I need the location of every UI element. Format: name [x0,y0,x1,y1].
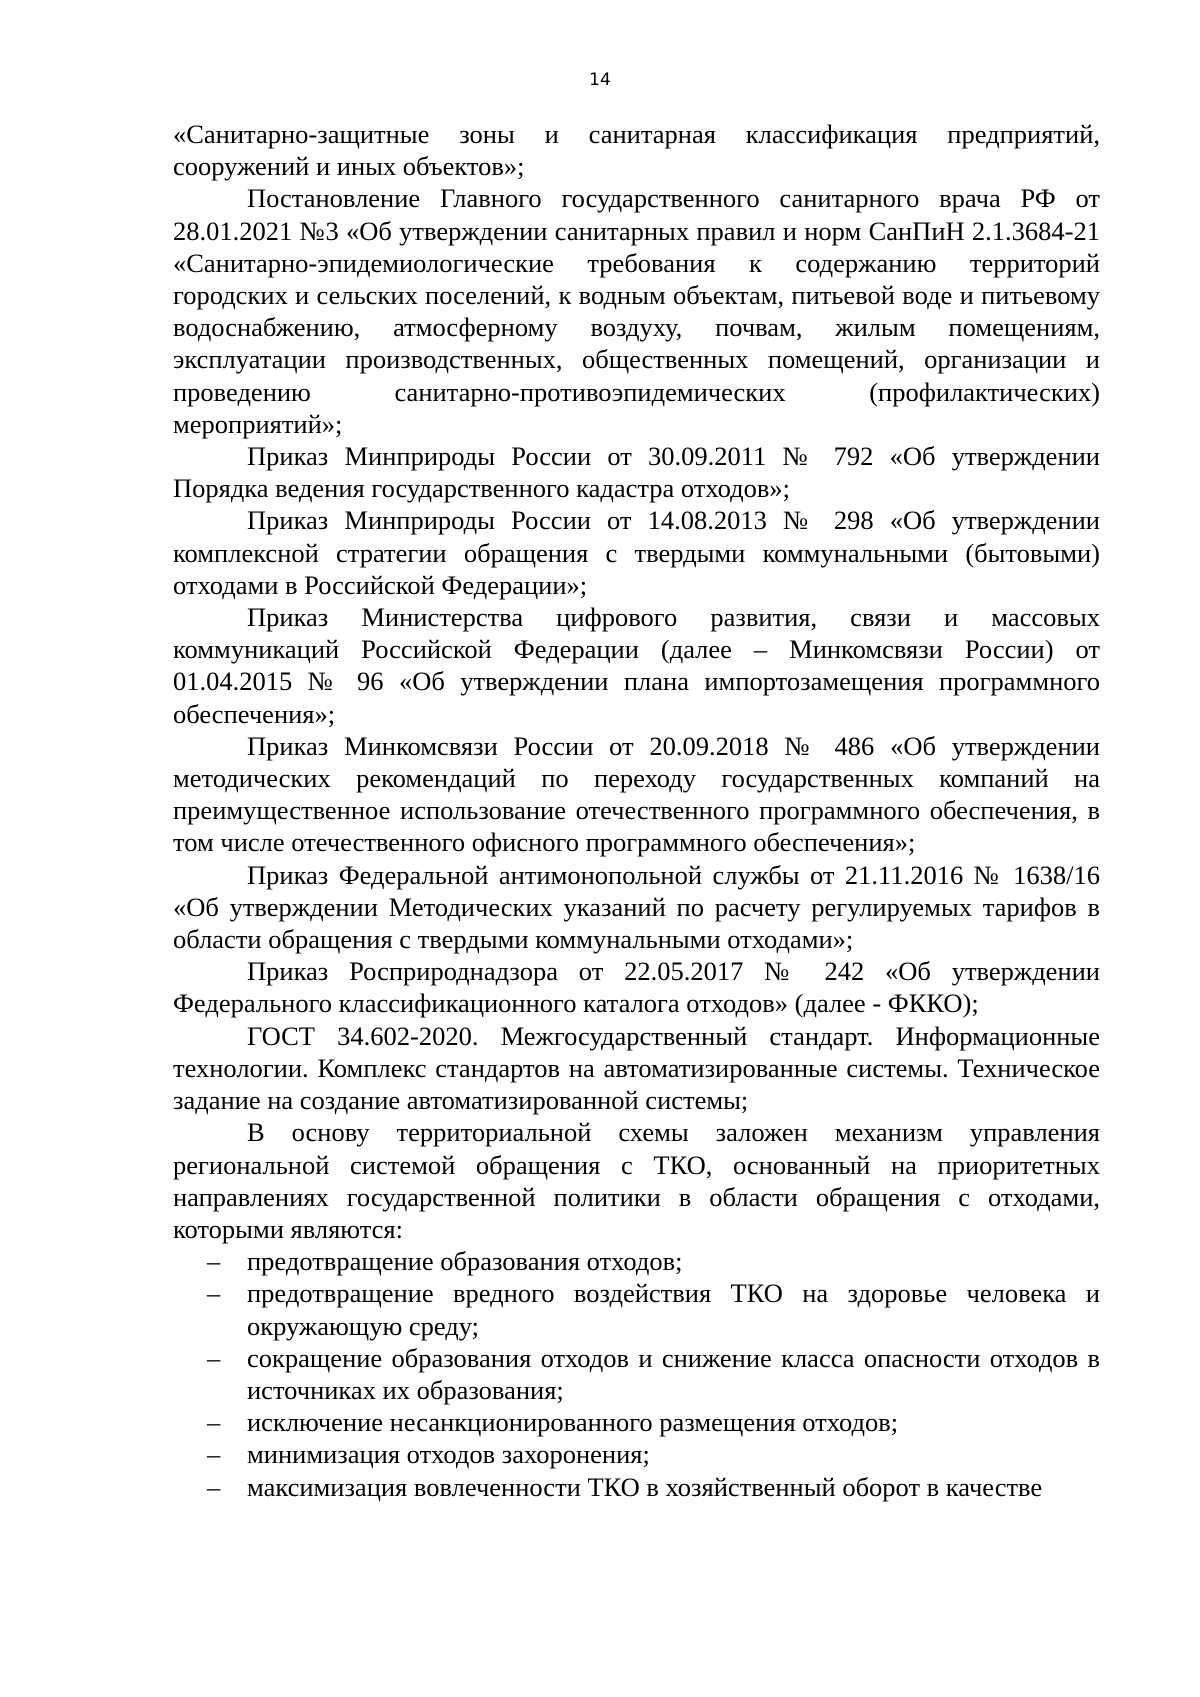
paragraph: Приказ Минприроды России от 30.09.2011 № 792 «Об утверждении Порядка ведения государственного кадастра отходов»; [173,441,1100,504]
paragraph: Приказ Министерства цифрового развития, связи и массовых коммуникаций Российской Федерации (далее – Минкомсвязи России) от 01.04.2015 № 96 «Об утверждении плана импортозамещения программного обеспечения»; [173,602,1100,729]
paragraph: «Санитарно-защитные зоны и санитарная классификация предприятий, сооружений и иных объектов»; [173,119,1100,182]
paragraph: В основу территориальной схемы заложен механизм управления региональной системой обращения с ТКО, основанный на приоритетных направлениях государственной политики в области обращения с отходами, которыми являются: [173,1117,1100,1244]
paragraph: Приказ Минкомсвязи России от 20.09.2018 № 486 «Об утверждении методических рекомендаций по переходу государственных компаний на преимущественное использование отечественного программного обеспечения, в том числе отечественного офисного программного обеспечения»; [173,730,1100,858]
priority-list [173,1245,1100,1503]
list-item-text: предотвращение вредного воздействия ТКО на здоровье человека и окружающую среду; [247,1278,1100,1341]
paragraph: Постановление Главного государственного санитарного врача РФ от 28.01.2021 №3 «Об утверждении санитарных правил и норм СанПиН 2.1.3684-21 «Санитарно-эпидемиологические требования к содержанию территорий городских и сельских поселений, к водным объектам, питьевой воде и питьевому водоснабжению, атмосферному воздуху, почвам, жилым помещениям, эксплуатации производственных, общественных помещений, организации и проведению санитарно-противоэпидемических (профилактических) мероприятий»; [173,183,1100,439]
paragraph: ГОСТ 34.602-2020. Межгосударственный стандарт. Информационные технологии. Комплекс стандартов на автоматизированные системы. Техническое задание на создание автоматизированной системы; [173,1020,1100,1116]
list-item-text: минимизация отходов захоронения; [247,1439,650,1470]
page-body [173,118,1100,1503]
list-dash: – [207,1342,221,1373]
list-dash: – [207,1278,221,1309]
list-item-text: максимизация вовлеченности ТКО в хозяйственный оборот в качестве [247,1471,1043,1502]
list-dash: – [207,1471,221,1502]
list-item-text: исключение несанкционированного размещения отходов; [247,1407,899,1438]
list-item [173,1342,1100,1406]
page-number: 14 [589,70,611,90]
list-item-text: сокращение образования отходов и снижение класса опасности отходов в источниках их образования; [247,1342,1100,1405]
list-dash: – [207,1407,221,1438]
list-dash: – [207,1439,221,1470]
paragraph: Приказ Федеральной антимонопольной службы от 21.11.2016 № 1638/16 «Об утверждении Методических указаний по расчету регулируемых тарифов в области обращения с твердыми коммунальными отходами»; [173,859,1100,955]
list-item [173,1438,1100,1470]
list-dash: – [207,1246,221,1277]
paragraph: Приказ Росприроднадзора от 22.05.2017 № 242 «Об утверждении Федерального классификационного каталога отходов» (далее - ФККО); [173,956,1100,1019]
paragraph: Приказ Минприроды России от 14.08.2013 № 298 «Об утверждении комплексной стратегии обращения с твердыми коммунальными (бытовыми) отходами в Российской Федерации»; [173,505,1100,600]
list-item [173,1471,1100,1503]
list-item [173,1406,1100,1438]
list-item-text: предотвращение образования отходов; [247,1246,683,1277]
list-item [173,1277,1100,1341]
list-item [173,1245,1100,1277]
